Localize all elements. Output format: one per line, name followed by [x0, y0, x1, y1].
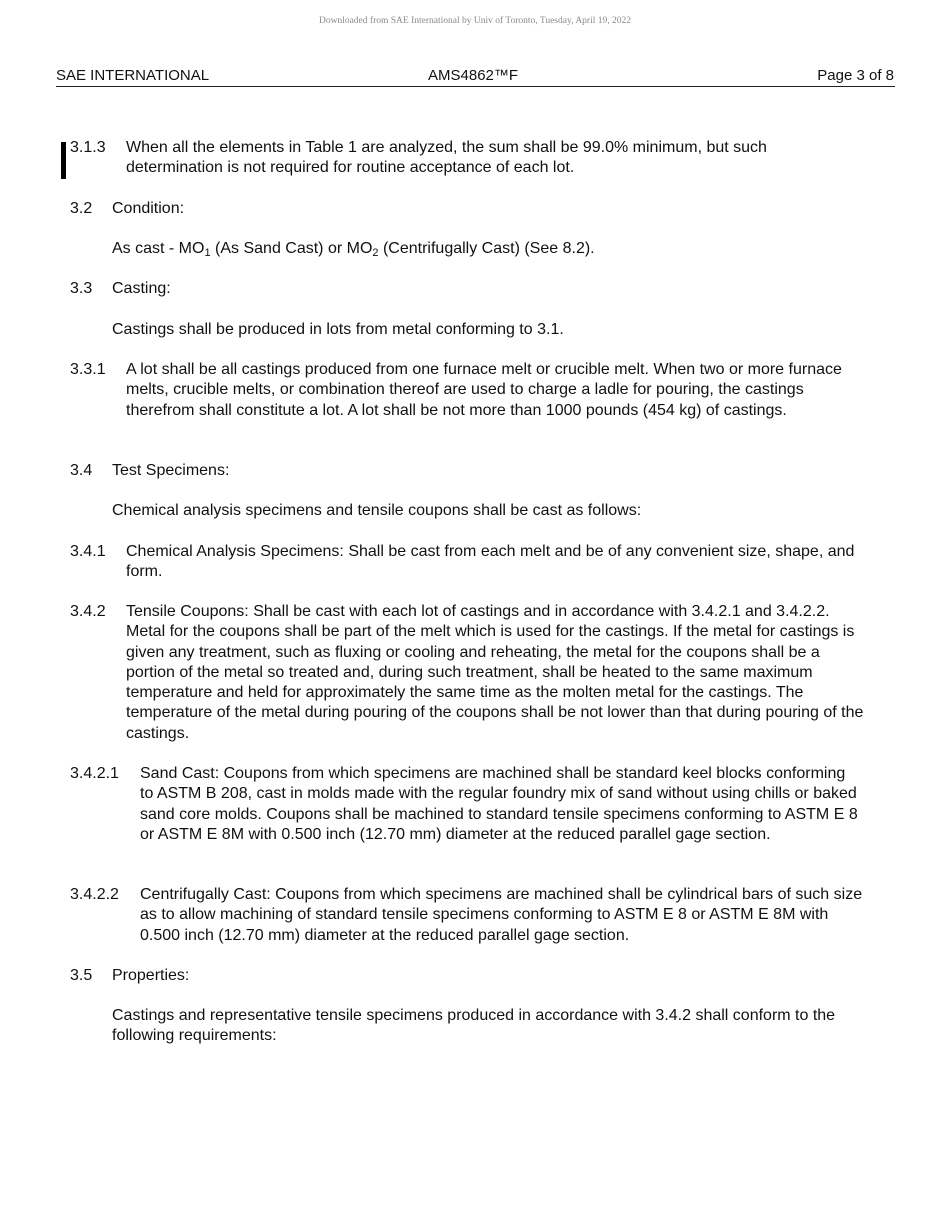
section-3-3-body: Castings shall be produced in lots from metal conforming to 3.1.	[112, 321, 564, 338]
section-3-4-2-1-number: 3.4.2.1	[70, 765, 119, 782]
download-watermark: Downloaded from SAE International by Univ of Toronto, Tuesday, April 19, 2022	[318, 16, 631, 26]
section-3-3-1-number: 3.3.1	[70, 361, 106, 378]
section-3-3-1-text: A lot shall be all castings produced from one furnace melt or crucible melt. When two or more furnace melts, crucible melts, or combination thereof are used to charge a ladle for pouring, the castings therefrom shall constitute a lot. A lot shall be not more than 1000 pounds (454 kg) of castings.	[126, 361, 842, 419]
section-3-4-2-text: Tensile Coupons: Shall be cast with each lot of castings and in accordance with 3.4.2.1 and 3.4.2.2. Metal for the coupons shall be part of the melt which is used for the castings. If the metal for castings is given any treatment, such as fluxing or cooling and reheating, the metal for the coupons shall be a portion of the metal so treated and, during such treatment, shall be heated to the same maximum temperature and held for approximately the same time as the molten metal for the castings. The temperature of the metal during pouring of the coupons shall be not lower than that during pouring of the castings.	[126, 603, 864, 742]
condition-text-c: (Centrifugally Cast) (See 8.2).	[378, 240, 595, 257]
condition-subscript-1: 1	[204, 247, 211, 259]
section-3-2-body	[112, 239, 852, 259]
section-3-4-2-1-text: Sand Cast: Coupons from which specimens are machined shall be standard keel blocks conforming to ASTM B 208, cast in molds made with the regular foundry mix of sand without using chills or baked sand core molds. Coupons shall be machined to standard tensile specimens conforming to ASTM E 8 or ASTM E 8M with 0.500 inch (12.70 mm) diameter at the reduced parallel gage section.	[140, 765, 858, 843]
header-organization: SAE INTERNATIONAL	[56, 67, 210, 84]
section-3-4-title: Test Specimens:	[112, 462, 230, 479]
section-3-1-3-text: When all the elements in Table 1 are analyzed, the sum shall be 99.0% minimum, but such determination is not required for routine acceptance of each lot.	[126, 139, 767, 177]
section-3-2-number: 3.2	[70, 200, 93, 217]
section-3-5-body: Castings and representative tensile specimens produced in accordance with 3.4.2 shall conform to the following requirements:	[112, 1007, 836, 1045]
section-3-5-title: Properties:	[112, 967, 190, 984]
section-3-4-2-2-number: 3.4.2.2	[70, 886, 119, 903]
header-page-number: Page 3 of 8	[817, 67, 894, 84]
condition-text-a: As cast - MO	[112, 240, 205, 257]
section-3-4-2-number: 3.4.2	[70, 603, 106, 620]
section-3-4-number: 3.4	[70, 462, 93, 479]
condition-text-b: (As Sand Cast) or MO	[210, 240, 373, 257]
header-document-id: AMS4862™F	[428, 67, 519, 84]
section-3-3-number: 3.3	[70, 280, 93, 297]
section-3-5-number: 3.5	[70, 967, 93, 984]
condition-subscript-2: 2	[372, 247, 379, 259]
revision-bar	[61, 142, 66, 179]
section-3-1-3-number: 3.1.3	[70, 139, 106, 156]
section-3-4-body: Chemical analysis specimens and tensile coupons shall be cast as follows:	[112, 502, 642, 519]
section-3-3-title: Casting:	[112, 280, 171, 297]
section-3-4-2-2-text: Centrifugally Cast: Coupons from which specimens are machined shall be cylindrical bars of such size as to allow machining of standard tensile specimens conforming to ASTM E 8 or ASTM E 8M with 0.500 inch (12.70 mm) diameter at the reduced parallel gage section.	[140, 886, 863, 944]
header-rule	[56, 86, 895, 87]
section-3-4-1-number: 3.4.1	[70, 543, 106, 560]
section-3-4-1-text: Chemical Analysis Specimens: Shall be cast from each melt and be of any convenient size, shape, and form.	[126, 543, 855, 581]
section-3-2-title: Condition:	[112, 200, 185, 217]
